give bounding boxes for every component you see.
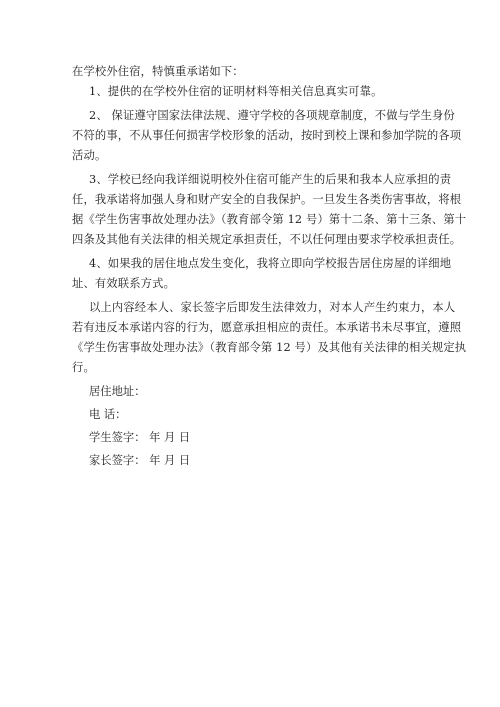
signature-block (72, 382, 440, 471)
clause-line: 据《学生伤害事故处理办法》（教育部令第 12 号）第十二条、第十三条、第十 (72, 213, 467, 226)
clause-line: 1、提供的在学校外住宿的证明材料等相关信息真实可靠。 (89, 85, 383, 98)
document-body (72, 62, 467, 474)
closing-line: 行。 (72, 361, 95, 374)
clause-2 (72, 106, 462, 166)
parent-signature-line: 家长签字： 年 月 日 (89, 454, 191, 467)
clause-line: 4、如果我的居住地点发生变化，我将立即向学校报告居住房屋的详细地 (89, 257, 452, 270)
clause-line: 不符的事，不从事任何损害学校形象的活动，按时到校上课和参加学院的各项 (72, 129, 462, 142)
clause-line: 址、有效联系方式。 (72, 277, 176, 290)
clause-3 (72, 170, 467, 250)
clause-1 (72, 82, 440, 102)
closing-line: 《学生伤害事故处理办法》（教育部令第 12 号）及其他有关法律的相关规定执 (72, 341, 467, 354)
clause-line: 2、 保证遵守国家法律法规、遵守学校的各项规章制度，不做与学生身份 (89, 109, 455, 122)
closing-line: 若有违反本承诺内容的行为，愿意承担相应的责任。本承诺书未尽事宜，遵照 (72, 321, 462, 334)
closing-paragraph (72, 298, 467, 378)
address-field-label: 居住地址： (89, 385, 146, 398)
intro-line: 在学校外住宿，特慎重承诺如下： (72, 65, 244, 78)
clause-line: 活动。 (72, 149, 107, 162)
clause-line: 四条及其他有关法律的相关规定承担责任，不以任何理由要求学校承担责任。 (72, 233, 462, 246)
clause-4 (72, 254, 452, 294)
clause-line: 任，我承诺将加强人身和财产安全的自我保护。一旦发生各类伤害事故，将根 (72, 193, 462, 206)
clause-line: 3、学校已经向我详细说明校外住宿可能产生的后果和我本人应承担的责 (89, 173, 452, 186)
phone-field-label: 电 话： (89, 408, 127, 421)
student-signature-line: 学生签字： 年 月 日 (89, 431, 191, 444)
closing-line: 以上内容经本人、家长签字后即发生法律效力，对本人产生约束力，本人 (89, 301, 456, 314)
